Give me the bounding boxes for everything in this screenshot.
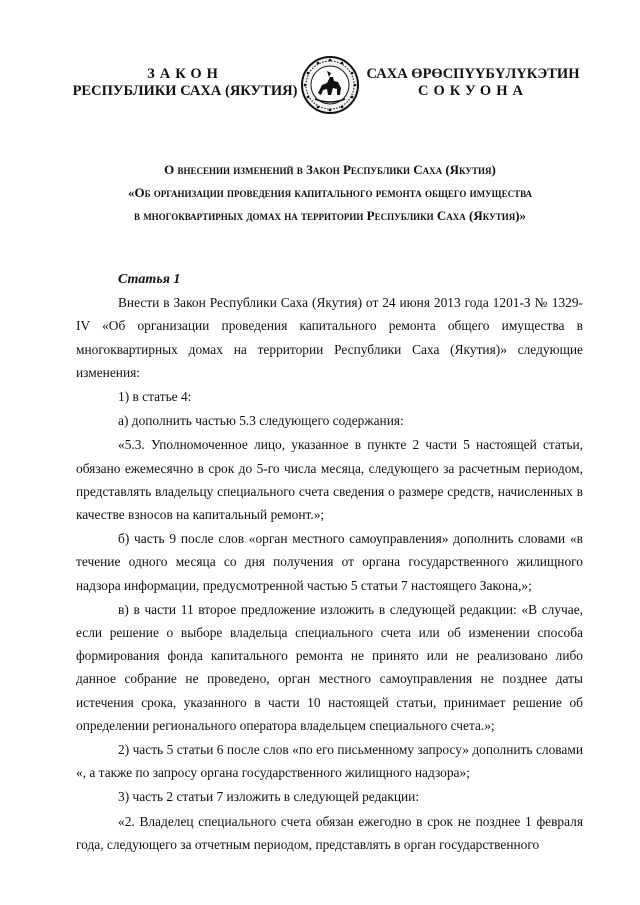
paragraph: «5.3. Уполномоченное лицо, указанное в пункте 2 части 5 настоящей статьи, обязано ежемесячно в срок до 5-го числа месяца, следующего за расчетным периодом, представлять владельцу специального счета сведения о размере средств, начисленных в качестве взносов на капитальный ремонт.»; (76, 437, 583, 523)
paragraph: 3) часть 2 статьи 7 изложить в следующей редакции: (118, 789, 420, 805)
paragraph: «2. Владелец специального счета обязан ежегодно в срок не позднее 1 февраля года, следующего за отчетным периодом, представлять в орган государственного (76, 813, 583, 852)
paragraph: а) дополнить частью 5.3 следующего содержания: (118, 413, 404, 429)
document-body (76, 268, 583, 857)
header-right-line1: САХА ӨРӨСПҮҮБҮЛҮКЭТИН (366, 66, 580, 82)
header-right (362, 66, 584, 100)
paragraph: в) в части 11 второе предложение изложить в следующей редакции: «В случае, если решение о выборе владельца специального счета или об изменении способа формирования фонда капитального ремонта не принято или не реализовано либо данное собрание не проведено, орган местного самоуправления не позднее даты истечения срока, указанного в части 10 настоящей статьи, принимает решение об определении регионального оператора владельцем специального счета.»; (76, 601, 583, 733)
title-line1: О внесении изменений в Закон Республики Саха (Якутия) (164, 162, 496, 177)
paragraph: б) часть 9 после слов «орган местного самоуправления» дополнить словами «в течение одного месяца со дня получения от органа государственного жилищного надзора информации, предусмотренной частью 5 статьи 7 настоящего Закона,»; (76, 531, 583, 593)
paragraph: 2) часть 5 статьи 6 после слов «по его письменному запросу» дополнить словами «, а также по запросу органа государственного жилищного надзора»; (76, 742, 583, 781)
title-line2: «Об организации проведения капитального ремонта общего имущества (127, 185, 533, 200)
emblem-icon (300, 55, 360, 115)
paragraph: Внести в Закон Республики Саха (Якутия) от 24 июня 2013 года 1201-З № 1329-IV «Об организации проведения капитального ремонта общего имущества в многоквартирных домах на территории Республики Саха (Якутия)» следующие изменения: (76, 295, 583, 380)
paragraph: 1) в статье 4: (118, 389, 192, 405)
header-right-line2: СОКУОНА (418, 83, 528, 99)
article-heading: Статья 1 (118, 272, 181, 287)
header-left-line1: ЗАКОН (147, 66, 223, 82)
header-left (70, 66, 300, 100)
header-left-line2: РЕСПУБЛИКИ САХА (ЯКУТИЯ) (72, 83, 298, 99)
document-title (60, 158, 600, 227)
title-line3: в многоквартирных домах на территории Республики Саха (Якутия)» (133, 208, 527, 223)
